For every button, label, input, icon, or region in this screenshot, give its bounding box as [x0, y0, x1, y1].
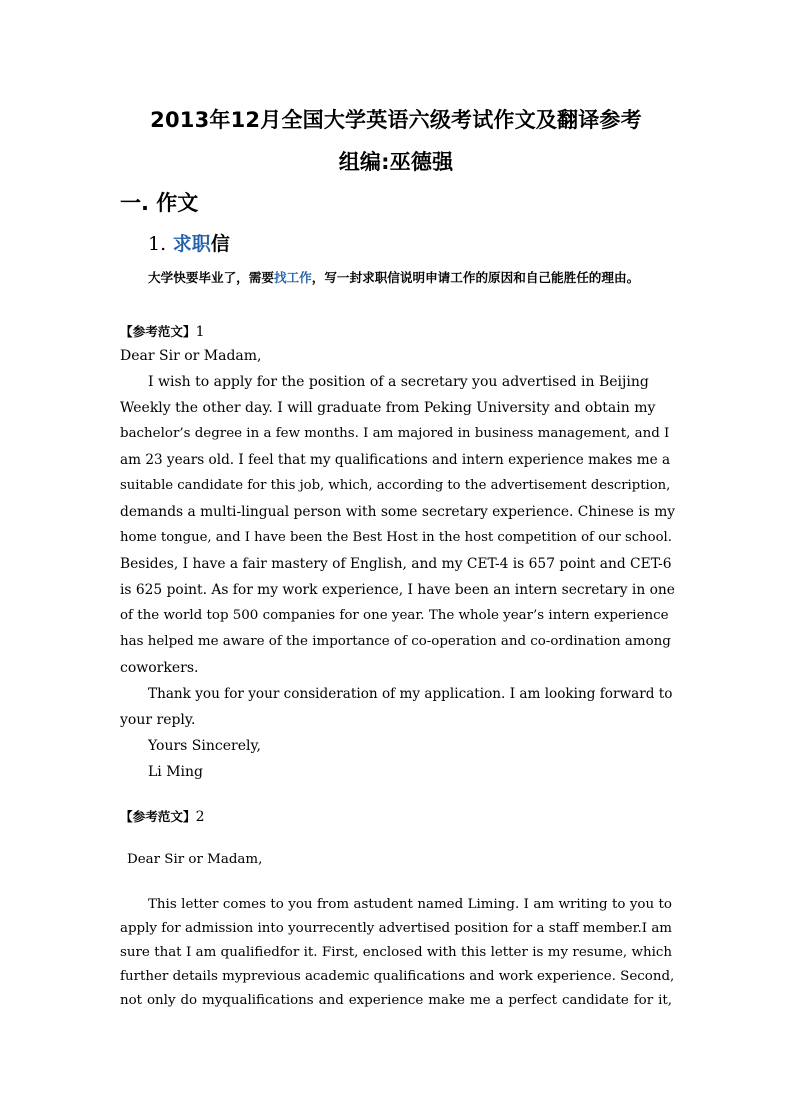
topic-number: 1.	[148, 233, 167, 255]
sample2-line: sure that I am qualifiedfor it. First, enclosed with this letter is my resume, which	[120, 945, 672, 960]
sample1-line: demands a multi-lingual person with some secretary experience. Chinese is my	[120, 504, 676, 520]
sample1-line: home tongue, and I have been the Best Host in the host competition of our school.	[120, 530, 672, 545]
sample1-line: I wish to apply for the position of a secretary you advertised in Beijing	[148, 374, 649, 390]
sample1-line: bachelor’s degree in a few months. I am majored in business management, and I	[120, 426, 670, 441]
sample2-line: not only do myqualifications and experience make me a perfect candidate for it,	[120, 993, 672, 1008]
sample-label-1	[120, 321, 204, 340]
compiler-line: 组编:巫德强	[338, 150, 454, 174]
sample1-line: Besides, I have a fair mastery of English, and my CET-4 is 657 point and CET-6	[120, 556, 672, 572]
document-title: 2013年12月全国大学英语六级考试作文及翻译参考	[150, 108, 642, 132]
essay-prompt	[120, 267, 675, 289]
sample-label-text: 【参考范文】	[120, 324, 196, 339]
sample-label-2	[120, 806, 204, 825]
sample1-line: your reply.	[120, 712, 196, 728]
sample1-line: coworkers.	[120, 660, 199, 676]
prompt-keyword: 找工作	[273, 270, 312, 285]
sample1-line: is 625 point. As for my work experience, I have been an intern secretary in one	[120, 582, 675, 598]
topic-keyword: 求职	[172, 233, 211, 255]
sample1-line: Thank you for your consideration of my application. I am looking forward to	[148, 686, 673, 702]
sample1-line: has helped me aware of the importance of co-operation and co-ordination among	[120, 634, 671, 649]
sample2-line: This letter comes to you from astudent named Liming. I am writing to you to	[148, 897, 672, 912]
sample1-line: suitable candidate for this job, which, according to the advertisement description,	[120, 478, 671, 493]
sample2-line: apply for admission into yourrecently advertised position for a staff member.I am	[120, 921, 672, 936]
sample1-line: am 23 years old. I feel that my qualifications and intern experience makes me a	[120, 452, 671, 468]
section-heading: 一. 作文	[120, 191, 199, 215]
sample2-salutation: Dear Sir or Madam,	[127, 852, 263, 867]
topic-heading	[148, 229, 230, 256]
prompt-text-1: 大学快要毕业了，需要	[148, 270, 274, 285]
sample1-closing: Yours Sincerely,	[148, 738, 261, 754]
sample-label-number: 1	[195, 324, 205, 340]
sample-label-text: 【参考范文】	[120, 809, 196, 824]
sample1-line: Weekly the other day. I will graduate from Peking University and obtain my	[120, 400, 656, 416]
prompt-text-2: ，写一封求职信说明申请工作的原因和自己能胜任的理由。	[311, 270, 640, 285]
topic-rest: 信	[210, 233, 230, 255]
sample2-line: further details myprevious academic qualifications and work experience. Second,	[120, 969, 675, 984]
sample-label-number: 2	[195, 809, 205, 825]
sample1-salutation: Dear Sir or Madam,	[120, 348, 262, 364]
sample1-line: of the world top 500 companies for one year. The whole year’s intern experience	[120, 608, 669, 623]
sample1-signature: Li Ming	[148, 764, 204, 780]
